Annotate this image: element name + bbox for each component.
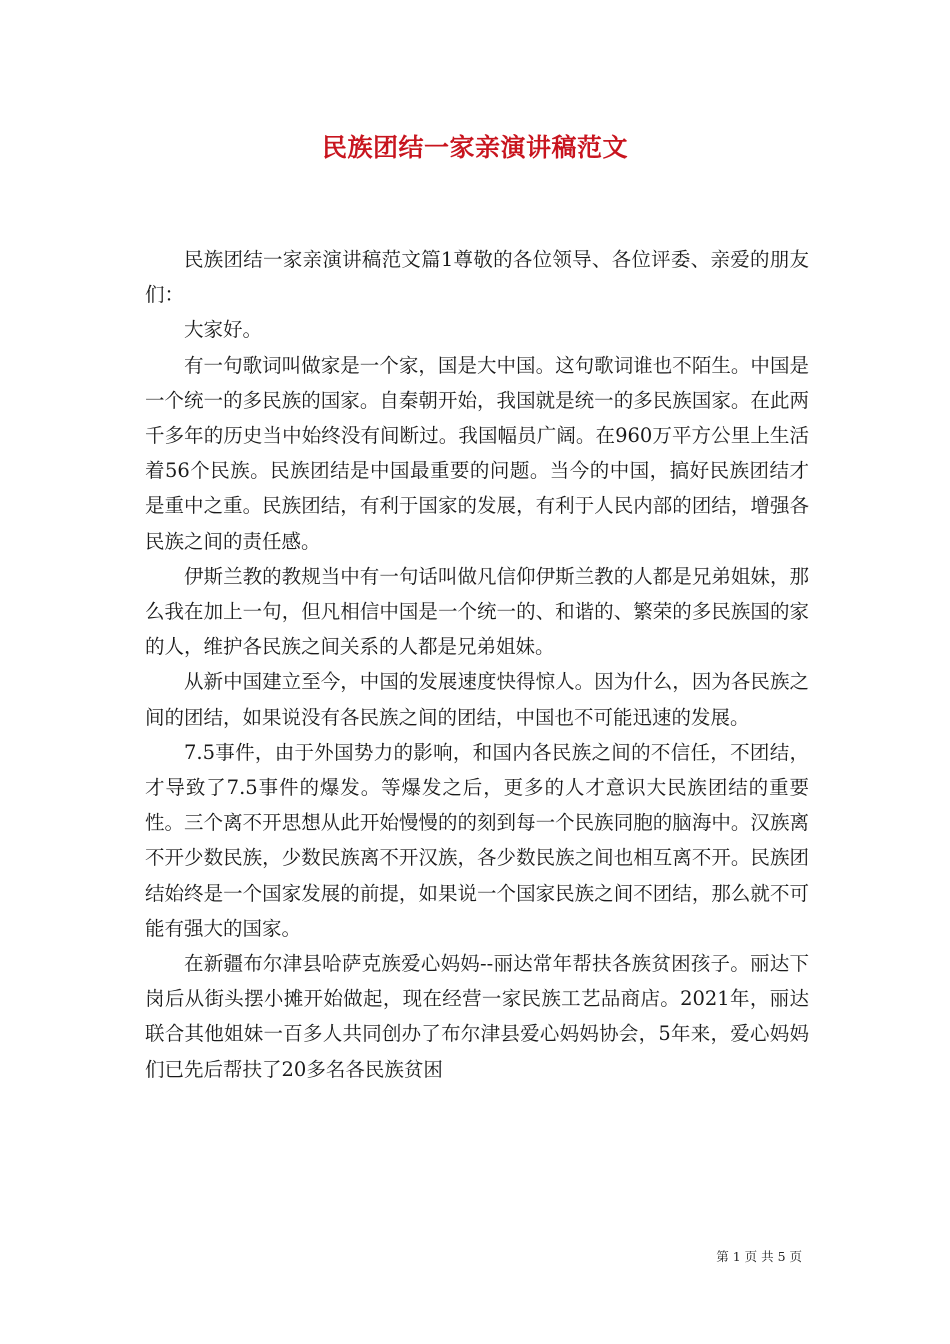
paragraph-greeting: 大家好。 [184, 318, 263, 342]
paragraph: 有一句歌词叫做家是一个家，国是大中国。这句歌词谁也不陌生。中国是一个统一的多民族的国家。自秦朝开始，我国就是统一的多民族国家。在此两千多年的历史当中始终没有间断过。我国幅员广阔。在960万平方公里上生活着56个民族。民族团结是中国最重要的问题。当今的中国，搞好民族团结才是重中之重。民族团结，有利于国家的发展，有利于人民内部的团结，增强各民族之间的责任感。 [145, 353, 809, 553]
paragraph: 在新疆布尔津县哈萨克族爱心妈妈--丽达常年帮扶各族贫困孩子。丽达下岗后从街头摆小摊开始做起，现在经营一家民族工艺品商店。2021年，丽达联合其他姐妹一百多人共同创办了布尔津县爱心妈妈协会，5年来，爱心妈妈们已先后帮扶了20多名各民族贫困 [145, 952, 809, 1081]
document-title: 民族团结一家亲演讲稿范文 [321, 133, 628, 162]
document-body [145, 242, 809, 1087]
paragraph: 伊斯兰教的教规当中有一句话叫做凡信仰伊斯兰教的人都是兄弟姐妹，那么我在加上一句，但凡相信中国是一个统一的、和谐的、繁荣的多民族国的家的人，维护各民族之间关系的人都是兄弟姐妹。 [145, 564, 809, 659]
page-number-footer: 第 1 页 共 5 页 [716, 1249, 802, 1264]
paragraph: 7.5事件，由于外国势力的影响，和国内各民族之间的不信任，不团结，才导致了7.5事件的爆发。等爆发之后，更多的人才意识大民族团结的重要性。三个离不开思想从此开始慢慢的的刻到每一个民族同胞的脑海中。汉族离不开少数民族，少数民族离不开汉族，各少数民族之间也相互离不开。民族团结始终是一个国家发展的前提，如果说一个国家民族之间不团结，那么就不可能有强大的国家。 [145, 740, 809, 940]
paragraph: 从新中国建立至今，中国的发展速度快得惊人。因为什么，因为各民族之间的团结，如果说没有各民族之间的团结，中国也不可能迅速的发展。 [145, 670, 809, 729]
paragraph-salutation: 民族团结一家亲演讲稿范文篇1尊敬的各位领导、各位评委、亲爱的朋友们： [145, 248, 809, 307]
